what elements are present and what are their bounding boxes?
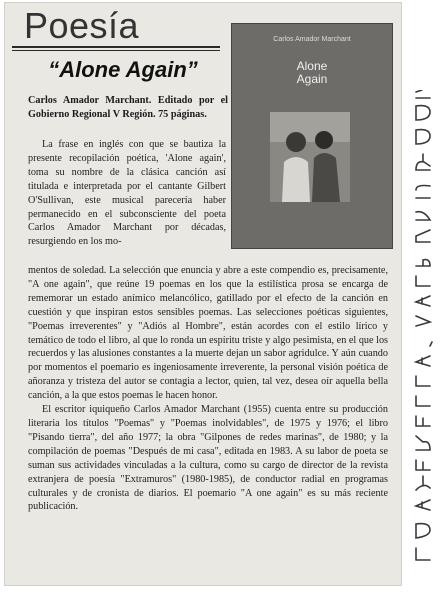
body-paragraph: El escritor iquiqueño Carlos Amador Marchant (1955) cuenta entre su producción literaria los títulos "Poemas" y "Poemas inolvidables", de 1975 y 1976; el libro "Pisando tierra", del año 1977; la obra "Gilpones de redes marinas", de 1980; y la compilación de poemas "Después de mi casa", editada en 1983. A su labor de poeta se suman sus actividades vinculadas a la cultura, como su cargo de director de la revista extranjera de poesía "Extramuros" (1980-1985), de conductor radial en programas culturales y de cronista de diarios. El poemario "A one again" es su más reciente publicación.: [28, 404, 388, 513]
heading-rule: [12, 46, 220, 48]
book-cover: [232, 24, 392, 248]
cover-publisher: Carlos Amador Marchant: [273, 36, 351, 43]
article-byline: Carlos Amador Marchant. Editado por el Gobierno Regional V Región. 75 páginas.: [28, 95, 228, 120]
article-body-wide: [28, 264, 388, 514]
article-body-column: [28, 138, 226, 249]
cover-photo-illustration: [270, 112, 350, 202]
handwritten-annotation: [410, 90, 436, 570]
cover-title-line2: Again: [296, 72, 328, 86]
cover-title: [232, 60, 392, 86]
section-heading: Poesía: [24, 5, 140, 46]
article-title: “Alone Again”: [48, 57, 198, 82]
body-paragraph: La frase en inglés con que se bautiza la presente recopilación poética, 'Alone again', toma su nombre de la clásica canción así titulada e interpretada por el cantante Gilbert O'Sullivan, este musical parecería haber permanecido en el subconsciente del poeta Carlos Amador Marchant por décadas, resurgiendo en los mo-: [28, 139, 226, 248]
heading-rule-thin: [12, 50, 220, 51]
handwriting-illustration: [410, 90, 436, 570]
body-paragraph: mentos de soledad. La selección que enuncia y abre a este compendio es, precisamente, "A one again", que reúne 19 poemas en los que la estilística prosa se encarga de rememorar un estado anímico melancólico, gatillado por el efecto de la canción en cuestión y que inspiran estos sensibles poemas. Las selecciones poéticas siguientes, "Poemas irreverentes" y "Adiós al Hombre", están acordes con el estilo lírico y temático de todo el libro, al que lo ronda un espíritu triste y algo pesimista, en el que los recuerdos y las alusiones constantes a la muerte dejan un sabor agridulce. Y aún cuando por momentos el poemario es ingeniosamente irreverente, la personal visión poética de añoranza y tristeza del autor se contagia a lector, quien, tal vez, desea oír aquella bella canción, a la que estos poemas le hacen honor.: [28, 265, 388, 402]
cover-photo: [270, 112, 350, 202]
cover-title-line1: Alone: [296, 59, 328, 73]
